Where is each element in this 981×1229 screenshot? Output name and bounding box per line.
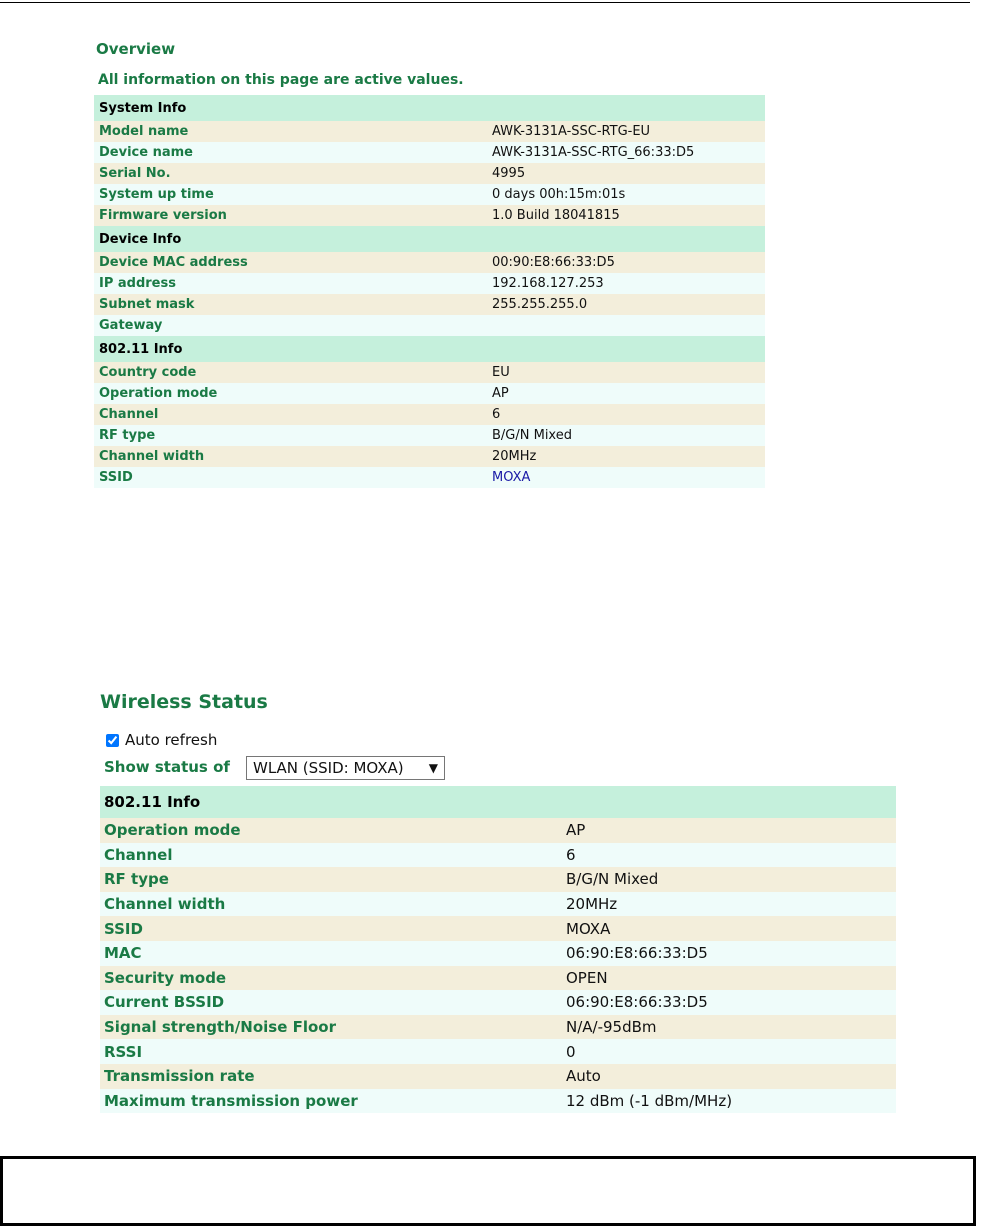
row-label: Current BSSID bbox=[100, 990, 562, 1015]
section-title: System Info bbox=[94, 95, 765, 121]
row-value: N/A/-95dBm bbox=[562, 1015, 896, 1040]
table-row bbox=[100, 1039, 896, 1064]
table-row bbox=[100, 1064, 896, 1089]
row-label: Model name bbox=[94, 121, 487, 142]
row-value: 0 bbox=[562, 1039, 896, 1064]
row-label: RF type bbox=[94, 425, 487, 446]
row-value: 6 bbox=[562, 843, 896, 868]
section-header-80211-info bbox=[94, 336, 765, 362]
row-value: AWK-3131A-SSC-RTG-EU bbox=[487, 121, 765, 142]
overview-note: All information on this page are active values. bbox=[98, 72, 464, 88]
row-label: IP address bbox=[94, 273, 487, 294]
wireless-status-title: Wireless Status bbox=[100, 691, 268, 713]
row-value: AP bbox=[562, 818, 896, 843]
table-row bbox=[100, 1089, 896, 1114]
table-row bbox=[94, 425, 765, 446]
table-row bbox=[100, 990, 896, 1015]
table-row bbox=[94, 383, 765, 404]
row-label: Transmission rate bbox=[100, 1064, 562, 1089]
row-value: B/G/N Mixed bbox=[562, 867, 896, 892]
section-header-80211-info bbox=[100, 786, 896, 818]
table-row bbox=[100, 916, 896, 941]
row-label: RSSI bbox=[100, 1039, 562, 1064]
row-value: MOXA bbox=[562, 916, 896, 941]
row-label: System up time bbox=[94, 184, 487, 205]
row-label: Channel width bbox=[94, 446, 487, 467]
row-label: Serial No. bbox=[94, 163, 487, 184]
auto-refresh-label: Auto refresh bbox=[125, 731, 218, 749]
row-value: 6 bbox=[487, 404, 765, 425]
table-row bbox=[100, 1015, 896, 1040]
row-value: B/G/N Mixed bbox=[487, 425, 765, 446]
row-value: OPEN bbox=[562, 966, 896, 991]
row-label: Device MAC address bbox=[94, 252, 487, 273]
row-label: Maximum transmission power bbox=[100, 1089, 562, 1114]
section-title: 802.11 Info bbox=[100, 786, 896, 818]
row-value: 00:90:E8:66:33:D5 bbox=[487, 252, 765, 273]
table-row bbox=[94, 446, 765, 467]
row-label: Gateway bbox=[94, 315, 487, 336]
row-label: Operation mode bbox=[100, 818, 562, 843]
row-label: RF type bbox=[100, 867, 562, 892]
row-value: 4995 bbox=[487, 163, 765, 184]
table-row bbox=[100, 966, 896, 991]
section-title: Device Info bbox=[94, 226, 765, 252]
overview-table bbox=[94, 95, 765, 488]
row-value: AP bbox=[487, 383, 765, 404]
table-row bbox=[100, 892, 896, 917]
dropdown-arrow-icon: ▼ bbox=[428, 761, 438, 775]
row-label: Subnet mask bbox=[94, 294, 487, 315]
show-status-label: Show status of bbox=[104, 758, 230, 776]
row-label: Country code bbox=[94, 362, 487, 383]
auto-refresh-checkbox[interactable] bbox=[106, 734, 119, 747]
top-divider bbox=[0, 2, 970, 3]
table-row bbox=[94, 315, 765, 336]
row-label: Device name bbox=[94, 142, 487, 163]
table-row bbox=[100, 867, 896, 892]
row-label: Signal strength/Noise Floor bbox=[100, 1015, 562, 1040]
table-row bbox=[94, 294, 765, 315]
row-value: EU bbox=[487, 362, 765, 383]
row-value: 20MHz bbox=[487, 446, 765, 467]
overview-title: Overview bbox=[96, 40, 176, 58]
table-row bbox=[94, 362, 765, 383]
row-label: MAC bbox=[100, 941, 562, 966]
row-value: Auto bbox=[562, 1064, 896, 1089]
row-label: SSID bbox=[100, 916, 562, 941]
table-row bbox=[94, 467, 765, 488]
row-value: 192.168.127.253 bbox=[487, 273, 765, 294]
row-label: Channel width bbox=[100, 892, 562, 917]
show-status-select[interactable] bbox=[246, 756, 445, 780]
row-value: 1.0 Build 18041815 bbox=[487, 205, 765, 226]
table-row bbox=[100, 843, 896, 868]
auto-refresh-row[interactable] bbox=[104, 731, 217, 749]
row-label: Firmware version bbox=[94, 205, 487, 226]
section-header-device-info bbox=[94, 226, 765, 252]
table-row bbox=[94, 184, 765, 205]
row-value: 06:90:E8:66:33:D5 bbox=[562, 990, 896, 1015]
row-label: Security mode bbox=[100, 966, 562, 991]
section-title: 802.11 Info bbox=[94, 336, 765, 362]
table-row bbox=[94, 205, 765, 226]
table-row bbox=[100, 941, 896, 966]
table-row bbox=[94, 252, 765, 273]
row-label: Channel bbox=[100, 843, 562, 868]
section-header-system-info bbox=[94, 95, 765, 121]
row-value: 20MHz bbox=[562, 892, 896, 917]
row-value: 255.255.255.0 bbox=[487, 294, 765, 315]
table-row bbox=[94, 163, 765, 184]
table-row bbox=[94, 121, 765, 142]
wireless-status-table bbox=[100, 786, 896, 1113]
table-row bbox=[100, 818, 896, 843]
ssid-link[interactable]: MOXA bbox=[487, 467, 765, 488]
table-row bbox=[94, 273, 765, 294]
row-label: Operation mode bbox=[94, 383, 487, 404]
table-row bbox=[94, 142, 765, 163]
bottom-frame bbox=[0, 1156, 976, 1226]
show-status-value: WLAN (SSID: MOXA) bbox=[253, 759, 404, 777]
table-row bbox=[94, 404, 765, 425]
row-value: AWK-3131A-SSC-RTG_66:33:D5 bbox=[487, 142, 765, 163]
row-value: 12 dBm (-1 dBm/MHz) bbox=[562, 1089, 896, 1114]
row-value: 0 days 00h:15m:01s bbox=[487, 184, 765, 205]
row-label: SSID bbox=[94, 467, 487, 488]
row-label: Channel bbox=[94, 404, 487, 425]
row-value: 06:90:E8:66:33:D5 bbox=[562, 941, 896, 966]
row-value bbox=[487, 315, 765, 336]
